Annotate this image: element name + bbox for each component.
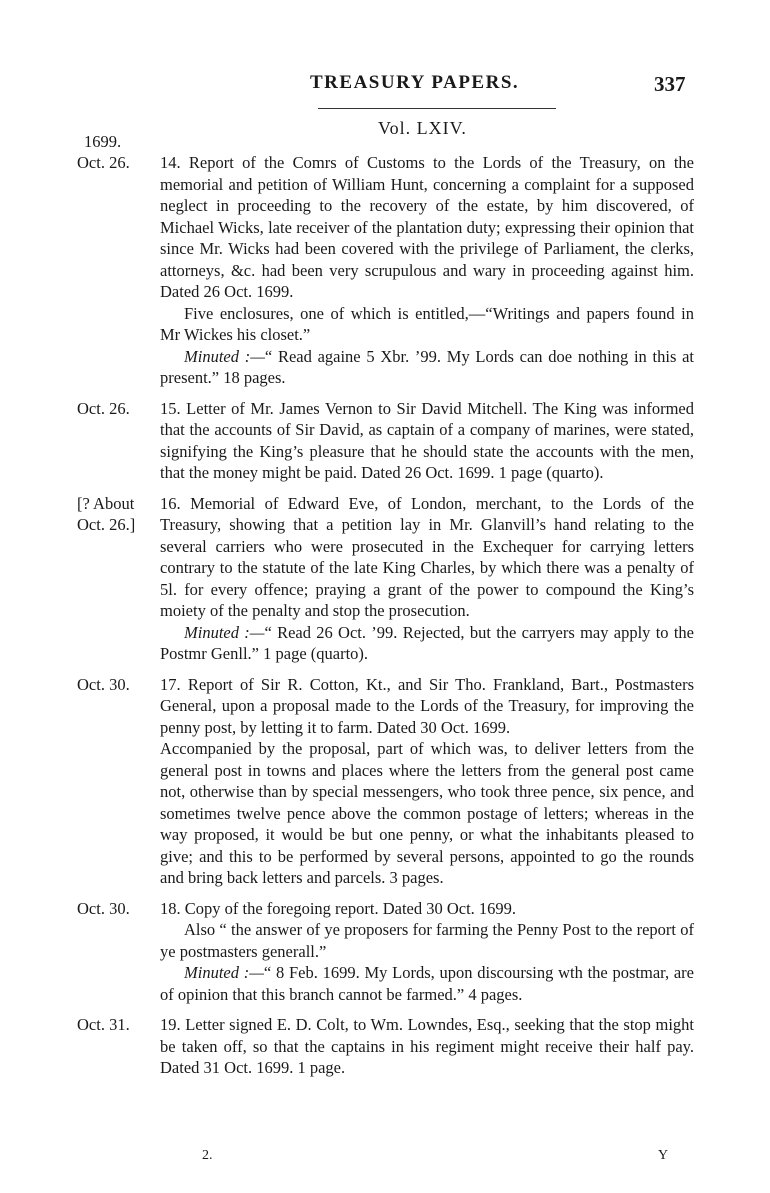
entry-date: [? About Oct. 26.] [77,493,136,534]
header-rule [318,108,556,109]
entry-paragraph: 15. Letter of Mr. James Vernon to Sir David Mitchell. The King was informed that the accounts of Sir David, as captain of a company of marines, were stated, signifying the King’s pleasure that he should state the accounts with the men, that the money might be paid. Dated 26 Oct. 1699. 1 page (quarto). [160,398,694,482]
entry-paragraph: Five enclosures, one of which is entitled,—“Writings and papers found in Mr Wickes his closet.” [160,303,694,344]
entry-body [160,1014,694,1079]
entry-paragraph: 14. Report of the Comrs of Customs to the Lords of the Treasury, on the memorial and petition of William Hunt, concerning a complaint for a supposed neglect in proceeding to the recovery of the estate, by him discovered, of Michael Wicks, late receiver of the plantation duty; expressing their opinion that since Mr. Wicks had been covered with the privilege of Parliament, the clerks, attorneys, &c. had been very scrupulous and wary in proceeding against him. Dated 26 Oct. 1699. [160,153,694,301]
entry-17 [0,674,770,889]
entry-body [160,493,694,665]
entry-body [160,898,694,1006]
page-number: 337 [654,72,686,96]
minute-text: “ Read againe 5 Xbr. ’99. My Lords can doe nothing in this at present.” 18 pages. [160,346,694,387]
entry-body [160,674,694,889]
entry-date: Oct. 30. [77,898,130,918]
minute-label: Minuted :— [184,346,265,366]
running-title: TREASURY PAPERS. [310,72,520,93]
entry-paragraph: 17. Report of Sir R. Cotton, Kt., and Sir Tho. Frankland, Bart., Postmasters General, upon a proposal made to the Lords of the Treasury, for improving the penny post, by letting it to farm. Dated 30 Oct. 1699. [160,674,694,737]
entry-body [160,398,694,484]
entry-paragraph: 18. Copy of the foregoing report. Dated 30 Oct. 1699. [160,898,517,918]
minute-text: “ 8 Feb. 1699. My Lords, upon discoursing wth the postmar, are of opinion that this branch cannot be farmed.” 4 pages. [160,963,694,1004]
entry-date: Oct. 30. [77,674,130,694]
entry-19 [0,1014,770,1079]
volume-heading: Vol. LXIV. [378,118,467,138]
entries-list [0,152,770,1088]
minute-text: “ Read 26 Oct. ’99. Rejected, but the carryers may apply to the Postmr Genll.” 1 page (quarto). [160,622,695,663]
entry-minute [160,346,694,389]
year-marker: 1699. [84,132,122,151]
signature-mark: 2. [202,1148,213,1163]
entry-minute [160,622,694,665]
entry-14 [0,152,770,389]
entry-16 [0,493,770,665]
entry-paragraph: 16. Memorial of Edward Eve, of London, merchant, to the Lords of the Treasury, showing that a petition lay in Mr. Glanvill’s hand relating to the several carriers who were prosecuted in the Exchequer for carrying letters contrary to the statute of the late King Charles, by which there was a penalty of 5l. for every offence; praying a grant of the power to compound the King’s moiety of the penalty and stop the prosecution. [160,493,694,620]
entry-body [160,152,694,389]
entry-paragraph: Accompanied by the proposal, part of which was, to deliver letters from the general post in towns and places where the letters from the general post came not, otherwise than by special messengers, who took three pence, six pence, and sometimes twelve pence above the common postage of letters; whereas in the way proposed, it would be but one penny, or what the inhabitants pleased to give; and this to be performed by several persons, appointed to go the rounds and bring back letters and parcels. 3 pages. [160,739,694,887]
entry-date: Oct. 26. [77,398,130,418]
entry-paragraph: 19. Letter signed E. D. Colt, to Wm. Lowndes, Esq., seeking that the stop might be taken off, so that the captains in his regiment might receive their half pay. Dated 31 Oct. 1699. 1 page. [160,1015,694,1077]
entry-date: Oct. 26. [77,153,130,172]
entry-15 [0,398,770,484]
entry-paragraph: Also “ the answer of ye proposers for farming the Penny Post to the report of ye postmasters generall.” [160,920,694,961]
entry-date: Oct. 31. [77,1015,130,1034]
minute-label: Minuted :— [184,622,265,642]
minute-label: Minuted :— [184,963,264,982]
signature-letter: Y [658,1148,669,1163]
entry-minute [160,962,694,1005]
entry-18 [0,898,770,1006]
